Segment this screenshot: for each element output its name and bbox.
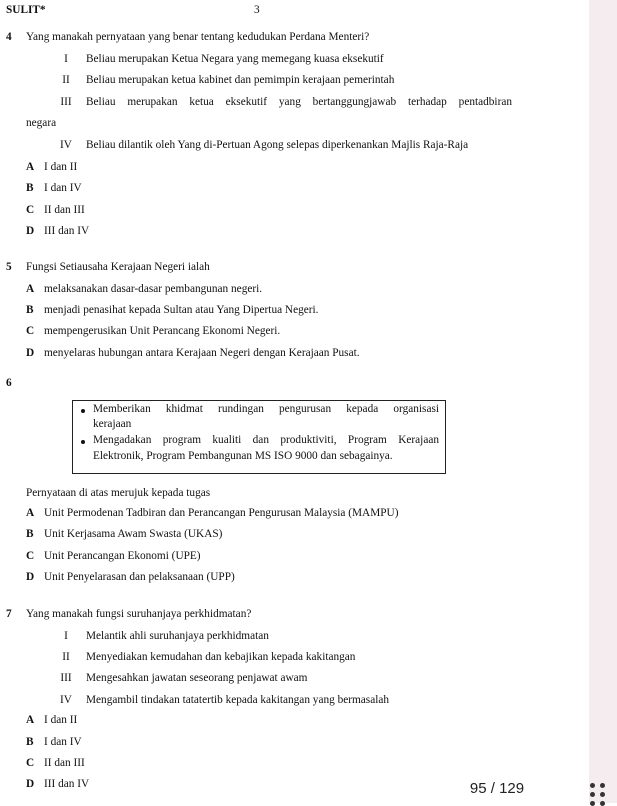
q5-stem: Fungsi Setiausaha Kerajaan Negeri ialah	[26, 261, 210, 273]
q4-statement-text: Beliau merupakan ketua eksekutif yang bertanggungjawab terhadap pentadbiran	[86, 96, 512, 108]
q7-option-letter: B	[26, 736, 34, 748]
q7-statement-text: Mengambil tindakan tatatertib kepada kakitangan yang bermasalah	[86, 694, 390, 706]
q6-option-letter: A	[26, 507, 35, 519]
q6-option-text: Unit Penyelarasan dan pelaksanaan (UPP)	[44, 571, 235, 583]
q7-option-text: III dan IV	[44, 778, 90, 790]
q5-option-letter: A	[26, 283, 35, 295]
header-page-number: 3	[254, 4, 260, 16]
q7-number: 7	[6, 608, 12, 620]
q7-statement-text: Menyediakan kemudahan dan kebajikan kepada kakitangan	[86, 651, 356, 663]
q4-statement-text: Beliau dilantik oleh Yang di-Pertuan Agong selepas diperkenankan Majlis Raja-Raja	[86, 139, 469, 151]
q4-statement-num: II	[62, 74, 70, 86]
q7-option-letter: A	[26, 714, 35, 726]
q5-option-text: menjadi penasihat kepada Sultan atau Yang Dipertua Negeri.	[44, 304, 319, 316]
q7-option-letter: D	[26, 778, 35, 790]
grid-dots-icon[interactable]	[589, 782, 607, 803]
q4-number: 4	[6, 31, 12, 43]
q6-stem: Pernyataan di atas merujuk kepada tugas	[26, 487, 211, 499]
viewer-sidebar	[589, 0, 617, 803]
q6-option-letter: B	[26, 528, 34, 540]
q7-statement-num: I	[64, 630, 68, 642]
q6-option-text: Unit Kerjasama Awam Swasta (UKAS)	[44, 528, 223, 540]
q6-bullet-line: Memberikan khidmat rundingan pengurusan kepada organisasi	[93, 403, 439, 415]
q7-stem: Yang manakah fungsi suruhanjaya perkhidmatan?	[26, 608, 252, 620]
q4-option-text: III dan IV	[44, 225, 90, 237]
q5-number: 5	[6, 261, 12, 273]
q6-number: 6	[6, 377, 12, 389]
q4-statement-text: Beliau merupakan Ketua Negara yang memegang kuasa eksekutif	[86, 53, 384, 65]
q6-option-text: Unit Permodenan Tadbiran dan Perancangan Pengurusan Malaysia (MAMPU)	[44, 507, 399, 519]
bullet-icon	[81, 440, 85, 444]
q6-bullet-line: Elektronik, Program Pembangunan MS ISO 9000 dan sebagainya.	[93, 450, 393, 462]
q4-statement-text: Beliau merupakan ketua kabinet dan pemimpin kerajaan pemerintah	[86, 74, 395, 86]
q6-option-letter: C	[26, 550, 35, 562]
q5-option-letter: B	[26, 304, 34, 316]
q4-statement-text-cont: negara	[26, 117, 57, 129]
q4-option-text: I dan II	[44, 161, 78, 173]
q6-bullet-line: kerajaan	[93, 418, 132, 430]
q4-option-letter: C	[26, 204, 35, 216]
q4-statement-num: III	[60, 96, 72, 108]
q7-statement-num: IV	[60, 694, 72, 706]
q4-option-text: II dan III	[44, 204, 85, 216]
q4-option-letter: D	[26, 225, 35, 237]
q6-option-text: Unit Perancangan Ekonomi (UPE)	[44, 550, 201, 562]
q6-bullet-line: Mengadakan program kualiti dan produktiviti, Program Kerajaan	[93, 434, 439, 446]
q5-option-text: menyelaras hubungan antara Kerajaan Negeri dengan Kerajaan Pusat.	[44, 347, 360, 359]
q7-option-text: II dan III	[44, 757, 85, 769]
bullet-icon	[81, 409, 85, 413]
q5-option-letter: D	[26, 347, 35, 359]
q4-statement-num: IV	[60, 139, 72, 151]
q4-option-letter: A	[26, 161, 35, 173]
q5-option-text: mempengerusikan Unit Perancang Ekonomi Negeri.	[44, 325, 281, 337]
q7-option-text: I dan II	[44, 714, 78, 726]
q7-option-text: I dan IV	[44, 736, 82, 748]
q6-option-letter: D	[26, 571, 35, 583]
header-sulit: SULIT*	[6, 4, 46, 16]
q4-option-text: I dan IV	[44, 182, 82, 194]
q4-option-letter: B	[26, 182, 34, 194]
q4-stem: Yang manakah pernyataan yang benar tentang kedudukan Perdana Menteri?	[26, 31, 370, 43]
q6-statement-box	[72, 400, 446, 474]
q5-option-letter: C	[26, 325, 35, 337]
q4-statement-num: I	[64, 53, 68, 65]
q7-statement-num: II	[62, 651, 70, 663]
q7-option-letter: C	[26, 757, 35, 769]
q7-statement-num: III	[60, 672, 72, 684]
q5-option-text: melaksanakan dasar-dasar pembangunan negeri.	[44, 283, 263, 295]
page-counter: 95 / 129	[469, 780, 525, 797]
q7-statement-text: Melantik ahli suruhanjaya perkhidmatan	[86, 630, 269, 642]
q7-statement-text: Mengesahkan jawatan seseorang penjawat awam	[86, 672, 308, 684]
